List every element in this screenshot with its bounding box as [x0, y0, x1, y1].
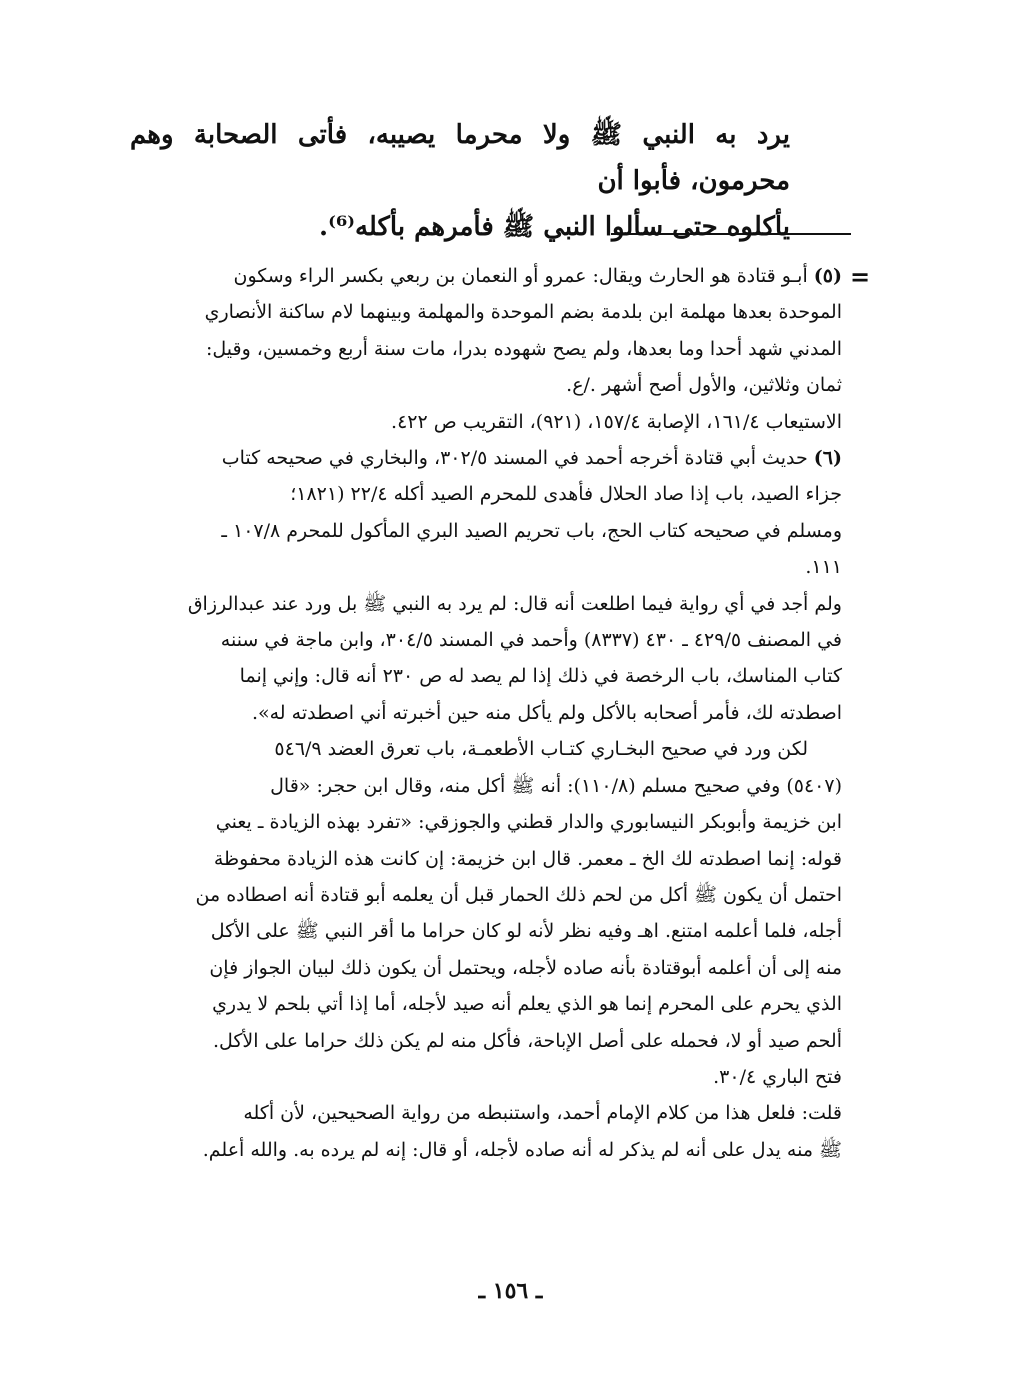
footnote-5-line	[130, 258, 842, 294]
footnote-6-text: حديث أبي قتادة أخرجه أحمد في المسند ٣٠٢/٥، والبخاري في صحيحه كتاب	[221, 447, 808, 470]
paragraph-a-line: ولم أجد في أي رواية فيما اطلعت أنه قال: لم يرد به النبي ﷺ بل ورد عند عبدالرزاق	[187, 592, 842, 615]
footnote-divider	[611, 233, 851, 235]
page-number: ـ ١٥٦ ـ	[478, 1278, 543, 1304]
footnote-5-line: الموحدة بعدها مهلمة ابن بلدمة بضم الموحدة والمهلمة وبينهما لام ساكنة الأنصاري	[204, 301, 842, 324]
paragraph-b-line: لكن ورد في صحيح البخـاري كتـاب الأطعمـة، باب تعرق العضد ٥٤٦/٩	[274, 738, 808, 761]
footnote-5-text: أبـو قتادة هو الحارث ويقال: عمرو أو النعمان بن ربعي بكسر الراء وسكون	[233, 265, 808, 287]
footnote-5-line: ثمان وثلاثين، والأول أصح أشهر ./ع.	[566, 374, 842, 397]
paragraph-b-line: قوله: إنما اصطدته لك الخ ـ معمر. قال ابن خزيمة: إن كانت هذه الزيادة محفوظة	[213, 847, 842, 870]
paragraph-a-line: كتاب المناسك، باب الرخصة في ذلك إذا لم يصد له ص ٢٣٠ أنه قال: وإني إنما	[239, 665, 842, 688]
footnotes-section	[130, 258, 842, 1168]
continuation-mark: =	[850, 262, 871, 291]
paragraph-b-line: أجله، فلما أعلمه امتنع. اهـ وفيه نظر لأنه لو كان حراما ما أقر النبي ﷺ على الأكل	[210, 920, 842, 943]
footnote-5-reference: الاستيعاب ١٦١/٤، الإصابة ١٥٧/٤، (٩٢١)، التقريب ص ٤٢٢.	[391, 410, 842, 433]
paragraph-b-line: (٥٤٠٧) وفي صحيح مسلم (١١٠/٨): أنه ﷺ أكل منه، وقال ابن حجر: «قال	[270, 774, 842, 797]
footnote-6-line: جزاء الصيد، باب إذا صاد الحلال فأهدى للمحرم الصيد أكله ٢٢/٤ (١٨٢١؛	[290, 483, 842, 506]
paragraph-b-reference: فتح الباري ٣٠/٤.	[713, 1065, 842, 1088]
paragraph-c-line: ﷺ منه يدل على أنه لم يذكر له أنه صاده لأجله، أو قال: إنه لم يرده به. والله أعلم.	[202, 1138, 842, 1161]
paragraph-b-line: ألحم صيد أو لا، فحمله على أصل الإباحة، فأكل منه لم يكن ذلك حراما على الأكل.	[212, 1029, 842, 1052]
footnote-6-line	[130, 440, 842, 476]
paragraph-a-line: في المصنف ٤٢٩/٥ ـ ٤٣٠ (٨٣٣٧) وأحمد في المسند ٣٠٤/٥، وابن ماجة في سننه	[220, 629, 842, 652]
paragraph-b-line: احتمل أن يكون ﷺ أكل من لحم ذلك الحمار قبل أن يعلمه أبو قتادة أنه اصطاده من	[195, 883, 842, 906]
footnote-6-line: ١١١.	[805, 556, 842, 579]
footnote-6-number: (٦)	[813, 447, 842, 470]
paragraph-a-line: اصطدته لك، فأمر أصحابه بالأكل ولم يأكل منه حين أخبرته أني اصطدته له».	[251, 701, 842, 724]
paragraph-c-line: قلت: فلعل هذا من كلام الإمام أحمد، واستنبطه من رواية الصحيحين، لأن أكله	[243, 1102, 842, 1125]
main-body-text	[130, 112, 790, 250]
main-text-line: يرد به النبي ﷺ ولا محرما يصيبه، فأتى الصحابة وهم محرمون، فأبوا أن	[130, 120, 790, 196]
paragraph-b-line: منه إلى أن أعلمه أبوقتادة بأنه صاده لأجله، ويحتمل أن يكون ذلك لبيان الجواز فإن	[209, 956, 842, 979]
paragraph-b-line: الذي يحرم على المحرم إنما هو الذي يعلم أنه صيد لأجله، أما إذا أتي بلحم لا يدري	[212, 993, 842, 1016]
paragraph-b-line: ابن خزيمة وأبوبكر النيسابوري والدار قطني والجوزقي: «تفرد بهذه الزيادة ـ يعني	[215, 811, 842, 834]
footnote-5-line: المدني شهد أحدا وما بعدها، ولم يصح شهوده بدرا، مات سنة أربع وخمسين، وقيل:	[205, 337, 842, 360]
footnote-5-number: (٥)	[813, 265, 842, 287]
main-text-line: يأكلوه حتى سألوا النبي ﷺ فأمرهم بأكله⁽⁶⁾.	[319, 212, 790, 242]
footnote-6-line: ومسلم في صحيحه كتاب الحج، باب تحريم الصيد البري المأكول للمحرم ١٠٧/٨ ـ	[221, 519, 842, 542]
